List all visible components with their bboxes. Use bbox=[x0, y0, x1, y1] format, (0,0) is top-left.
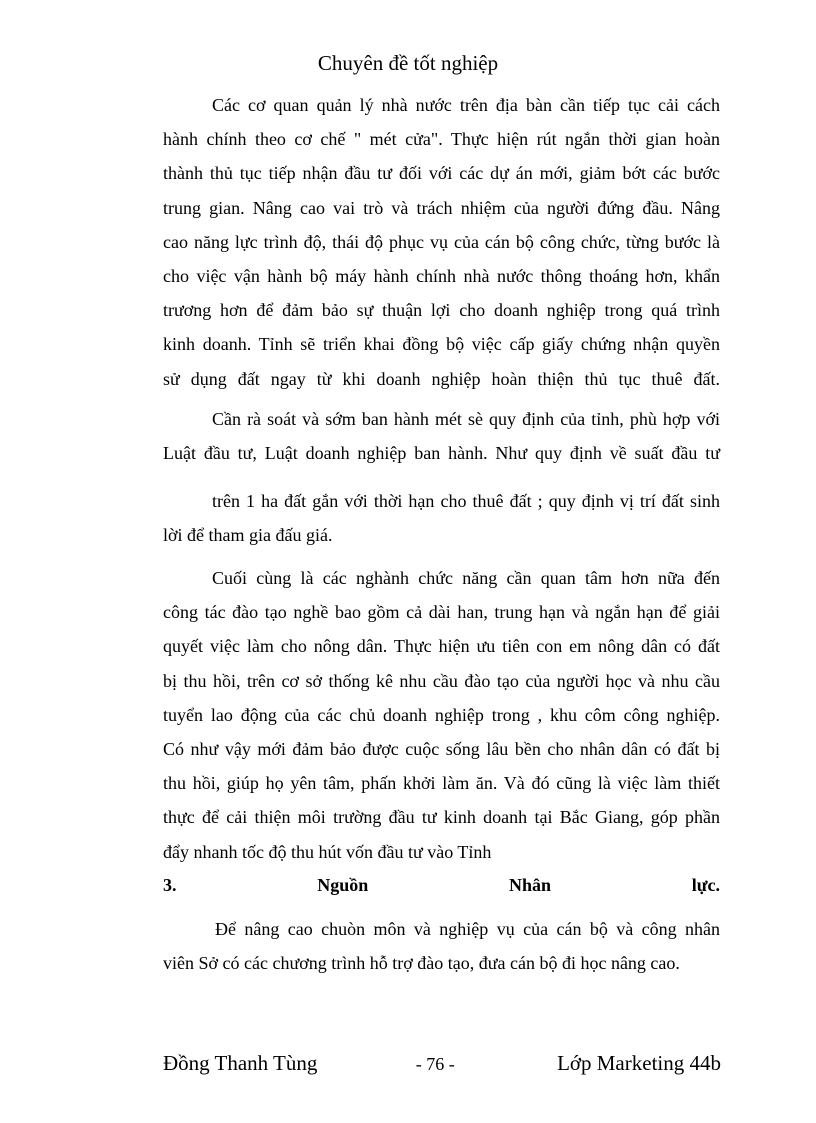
paragraph-line: công tác đào tạo nghề bao gồm cả dài han, trung hạn và ngắn hạn để giải bbox=[163, 602, 720, 623]
paragraph-line: kinh doanh. Tỉnh sẽ triển khai đồng bộ việc cấp giấy chứng nhận quyền bbox=[163, 334, 720, 355]
section-heading bbox=[163, 871, 720, 899]
paragraph-line: bị thu hồi, trên cơ sở thống kê nhu cầu đào tạo của người học và nhu cầu bbox=[163, 670, 720, 691]
paragraph-line: cho việc vận hành bộ máy hành chính nhà nước thông thoáng hơn, khẩn bbox=[163, 265, 720, 286]
paragraph-line: hành chính theo cơ chế " mét cửa". Thực hiện rút ngắn thời gian hoàn bbox=[163, 129, 720, 150]
paragraph-1 bbox=[163, 88, 720, 396]
paragraph-line: thực để cải thiện môi trường đầu tư kinh doanh tại Bắc Giang, góp phần bbox=[163, 807, 720, 828]
footer-class-name: Lớp Marketing 44b bbox=[557, 1051, 721, 1075]
paragraph-line: quyết việc làm cho nông dân. Thực hiện ưu tiên con em nông dân có đất bbox=[163, 636, 720, 657]
paragraph-3 bbox=[163, 484, 720, 552]
page-number: - 76 - bbox=[415, 1054, 455, 1074]
paragraph-2 bbox=[163, 402, 720, 470]
paragraph-line: trên 1 ha đất gắn với thời hạn cho thuê đất ; quy định vị trí đất sinh bbox=[212, 491, 720, 511]
paragraph-4 bbox=[163, 561, 720, 869]
paragraph-line: thành thủ tục tiếp nhận đầu tư đối với các dự án mới, giảm bớt các bước bbox=[163, 163, 720, 184]
footer-author: Đồng Thanh Tùng bbox=[163, 1051, 318, 1075]
paragraph-line: đẩy nhanh tốc độ thu hút vốn đầu tư vào Tỉnh bbox=[163, 841, 492, 862]
paragraph-line: Để nâng cao chuòn môn và nghiệp vụ của cán bộ và công nhân bbox=[215, 919, 720, 939]
paragraph-line: Có như vậy mới đảm bảo được cuộc sống lâu bền cho nhân dân có đất bị bbox=[163, 738, 720, 759]
section-title-word: Nhân bbox=[508, 875, 551, 895]
paragraph-line: tuyển lao động của các chủ doanh nghiệp trong , khu côm công nghiệp. bbox=[163, 704, 720, 725]
paragraph-line: thu hồi, giúp họ yên tâm, phấn khởi làm ăn. Và đó cũng là việc làm thiết bbox=[163, 773, 720, 794]
section-title-word: lực. bbox=[691, 875, 721, 895]
paragraph-line: viên Sở có các chương trình hỗ trợ đào tạo, đưa cán bộ đi học nâng cao. bbox=[163, 953, 680, 974]
paragraph-line: sử dụng đất ngay từ khi doanh nghiệp hoàn thiện thủ tục thuê đất. bbox=[163, 368, 720, 389]
paragraph-line: lời để tham gia đấu giá. bbox=[163, 525, 333, 546]
paragraph-line: Cần rà soát và sớm ban hành mét sè quy định của tỉnh, phù hợp với bbox=[212, 409, 720, 429]
section-title-word: Nguồn bbox=[317, 875, 369, 895]
page-footer bbox=[163, 1048, 721, 1079]
paragraph-line: cao năng lực trình độ, thái độ phục vụ của cán bộ công chức, từng bước là bbox=[163, 231, 720, 252]
paragraph-line: trung gian. Nâng cao vai trò và trách nhiệm của người đứng đầu. Nâng bbox=[163, 197, 720, 218]
paragraph-5 bbox=[163, 912, 720, 980]
paragraph-line: Các cơ quan quản lý nhà nước trên địa bàn cần tiếp tục cải cách bbox=[212, 95, 720, 115]
paragraph-line: Cuối cùng là các nghành chức năng cần quan tâm hơn nữa đến bbox=[212, 568, 720, 588]
paragraph-line: Luật đầu tư, Luật doanh nghiệp ban hành. Như quy định về suất đầu tư bbox=[163, 443, 720, 464]
section-number: 3. bbox=[163, 875, 177, 895]
paragraph-line: trương hơn để đảm bảo sự thuận lợi cho doanh nghiệp trong quá trình bbox=[163, 300, 720, 321]
page-header-title: Chuyên đề tốt nghiệp bbox=[317, 51, 499, 75]
